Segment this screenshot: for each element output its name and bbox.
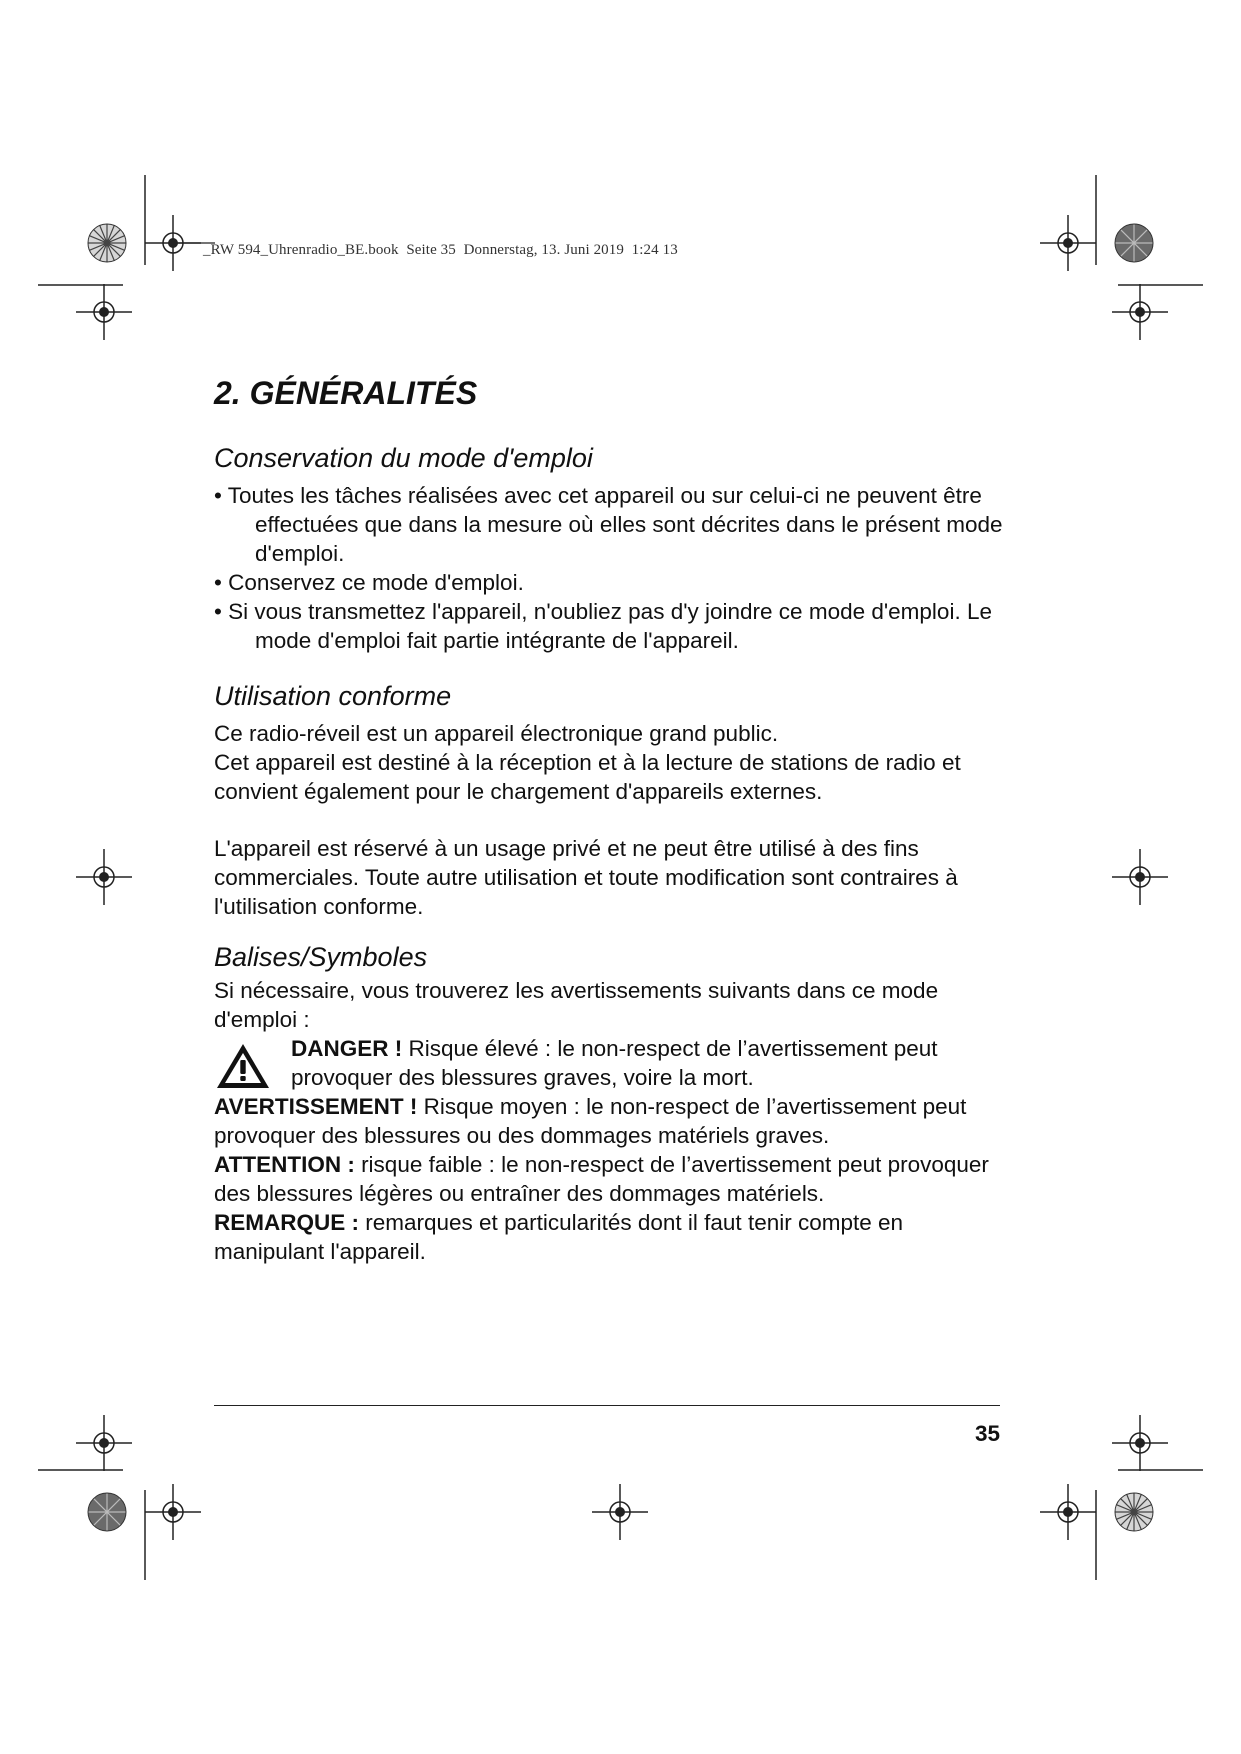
registration-target-icon bbox=[76, 1415, 132, 1471]
page-number: 35 bbox=[974, 1421, 1000, 1446]
avertissement-notice bbox=[214, 1092, 1004, 1150]
crop-mark-top-left bbox=[38, 175, 215, 285]
gray-wheel-icon bbox=[1115, 224, 1153, 262]
list-item: • Si vous transmettez l'appareil, n'oubliez pas d'y joindre ce mode d'emploi. Le mode d'emploi fait partie intégrante de l'appareil. bbox=[214, 599, 992, 653]
registration-target-icon bbox=[1040, 1484, 1096, 1540]
remarque-text: remarques et particularités dont il faut tenir compte en manipulant l'appareil. bbox=[214, 1210, 904, 1264]
registration-target-icon bbox=[1112, 284, 1168, 340]
utilisation-paragraph-2: L'appareil est réservé à un usage privé et ne peut être utilisé à des fins commerciales. Toute autre utilisation et toute modification sont contraires à l'utilisation conforme. bbox=[214, 836, 958, 919]
balises-content bbox=[214, 976, 1004, 1266]
print-slug: _RW 594_Uhrenradio_BE.book Seite 35 Donnerstag, 13. Juni 2019 1:24 13 bbox=[203, 242, 678, 258]
balises-intro: Si nécessaire, vous trouverez les avertissements suivants dans ce mode d'emploi : bbox=[214, 978, 939, 1032]
warning-triangle-icon bbox=[214, 1041, 272, 1091]
utilisation-line-1: Ce radio-réveil est un appareil électronique grand public. bbox=[214, 721, 779, 746]
attention-notice bbox=[214, 1150, 1004, 1208]
utilisation-line-2: Cet appareil est destiné à la réception et à la lecture de stations de radio et convient également pour le chargement d'appareils externes. bbox=[214, 750, 961, 804]
attention-text: risque faible : le non-respect de l’avertissement peut provoquer des blessures légères ou entraîner des dommages matériels. bbox=[214, 1152, 989, 1206]
registration-target-icon bbox=[1112, 1415, 1168, 1471]
registration-target-icon bbox=[145, 1484, 201, 1540]
crop-mark-bottom-left bbox=[38, 1470, 145, 1580]
danger-label: DANGER ! bbox=[291, 1036, 403, 1061]
registration-target-icon bbox=[145, 215, 201, 271]
list-item: • Toutes les tâches réalisées avec cet appareil ou sur celui-ci ne peuvent être effectuées que dans la mesure où elles sont décrites dans le présent mode d'emploi. bbox=[214, 483, 1003, 566]
attention-label: ATTENTION : bbox=[214, 1152, 355, 1177]
list-item: • Conservez ce mode d'emploi. bbox=[214, 570, 524, 595]
registration-target-icon bbox=[1112, 849, 1168, 905]
gray-wheel-icon bbox=[88, 1493, 126, 1531]
utilisation-content bbox=[214, 719, 1004, 921]
remarque-label: REMARQUE : bbox=[214, 1210, 359, 1235]
danger-notice bbox=[214, 1034, 1004, 1092]
remarque-notice bbox=[214, 1208, 1004, 1266]
crop-mark-top-right bbox=[1096, 175, 1203, 285]
avertissement-text: Risque moyen : le non-respect de l’avertissement peut provoquer des blessures ou des dommages matériels graves. bbox=[214, 1094, 967, 1148]
registration-target-icon bbox=[76, 284, 132, 340]
danger-text: Risque élevé : le non-respect de l’avertissement peut provoquer des blessures graves, voire la mort. bbox=[291, 1036, 938, 1090]
registration-target-icon bbox=[76, 849, 132, 905]
chapter-title: 2. GÉNÉRALITÉS bbox=[214, 375, 478, 411]
footer-rule bbox=[214, 1405, 1000, 1406]
registration-target-icon bbox=[1040, 215, 1096, 271]
registration-target-icon bbox=[592, 1484, 648, 1540]
section-heading-conservation: Conservation du mode d'emploi bbox=[214, 443, 593, 473]
section-heading-utilisation: Utilisation conforme bbox=[214, 681, 452, 711]
gray-wheel-icon bbox=[1115, 1493, 1153, 1531]
conservation-list bbox=[214, 481, 1004, 655]
section-heading-balises: Balises/Symboles bbox=[214, 942, 428, 972]
avertissement-label: AVERTISSEMENT ! bbox=[214, 1094, 418, 1119]
gray-wheel-icon bbox=[88, 224, 126, 262]
crop-mark-bottom-right bbox=[1096, 1470, 1203, 1580]
conservation-content bbox=[214, 481, 1004, 655]
